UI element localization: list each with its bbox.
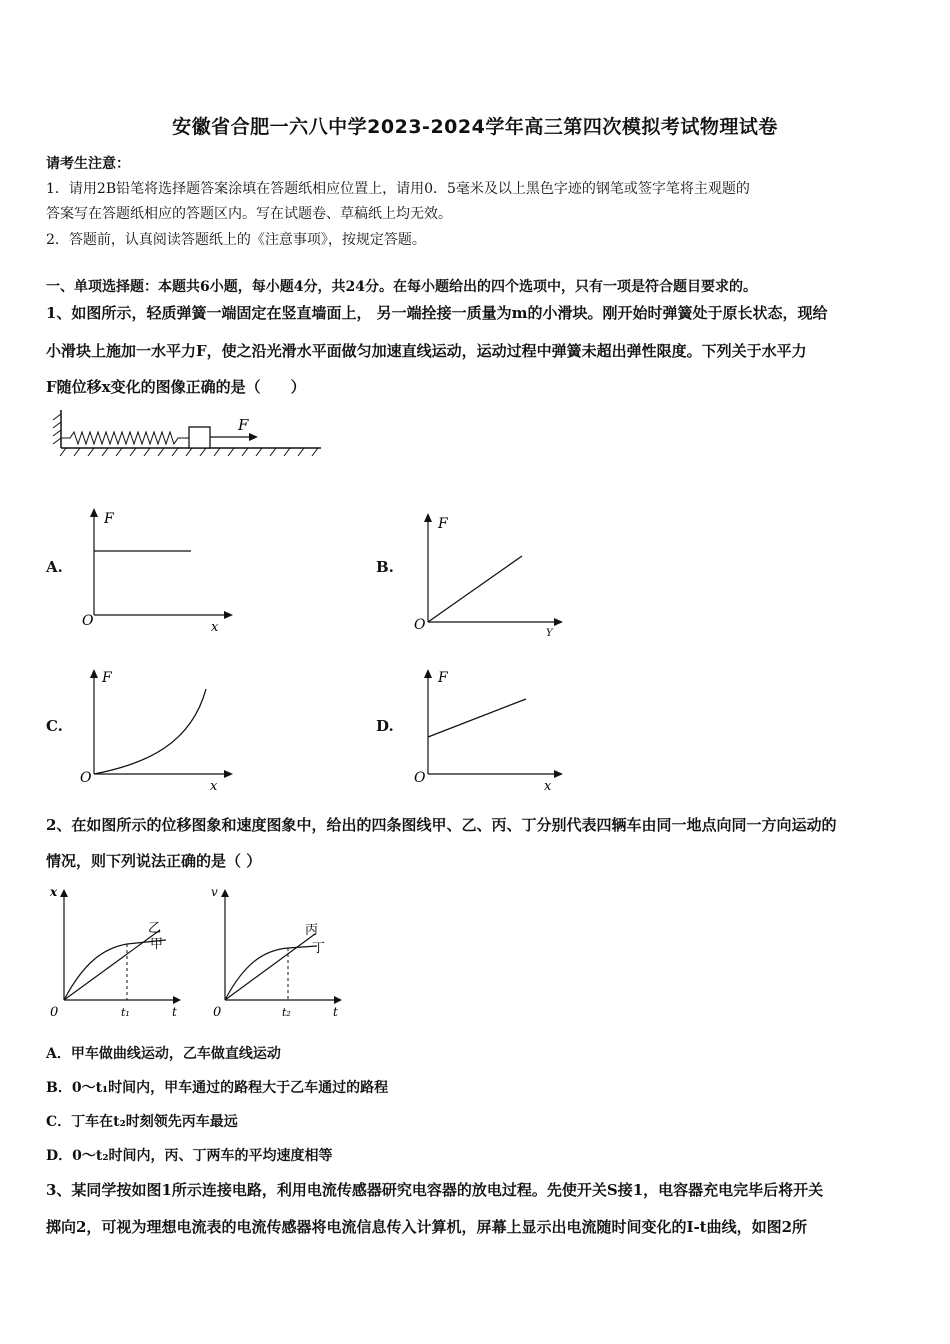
question-text: F随位移x变化的图像正确的是（ ） (46, 378, 306, 396)
svg-text:x: x (50, 885, 58, 899)
spring (61, 432, 189, 444)
notice-line: 答案写在答题纸相应的答题区内。写在试题卷、草稿纸上均无效。 (46, 206, 452, 222)
svg-text:乙: 乙 (148, 921, 162, 936)
svg-text:Y: Y (546, 628, 553, 638)
question-text: 情况，则下列说法正确的是（ ） (46, 852, 262, 870)
svg-text:甲: 甲 (150, 937, 164, 952)
displacement-graph (44, 882, 189, 1024)
svg-text:x: x (210, 779, 218, 794)
question-text: 掷向2，可视为理想电流表的电流传感器将电流信息传入计算机，屏幕上显示出电流随时间变化的I-t曲线，如图2所 (46, 1218, 808, 1236)
question-text: 3、某同学按如图1所示连接电路，利用电流传感器研究电容器的放电过程。先使开关S接1，电容器充电完毕后将开关 (46, 1181, 824, 1199)
spring-block-figure (46, 408, 336, 466)
svg-text:t₂: t₂ (282, 1006, 291, 1019)
svg-text:丙: 丙 (305, 923, 319, 938)
svg-text:F: F (104, 511, 114, 527)
block (189, 427, 210, 448)
option-label-c: C. (46, 717, 63, 735)
svg-text:F: F (438, 516, 448, 532)
svg-text:t: t (172, 1005, 177, 1019)
svg-text:x: x (544, 779, 552, 794)
option-label-a: A. (46, 558, 63, 576)
force-label: F (238, 416, 249, 434)
answer-option-b[interactable]: B．0～t₁时间内，甲车通过的路程大于乙车通过的路程 (46, 1080, 389, 1096)
svg-text:F: F (102, 670, 112, 686)
svg-text:x: x (211, 620, 219, 635)
svg-text:O: O (414, 617, 426, 633)
svg-text:v: v (211, 885, 218, 899)
graph-option-a (76, 505, 246, 635)
notice-line: 1．请用2B铅笔将选择题答案涂填在答题纸相应位置上，请用0．5毫米及以上黑色字迹的钢笔或签字笔将主观题的 (46, 181, 750, 197)
graph-option-b (410, 508, 580, 638)
option-label-d: D. (376, 717, 394, 735)
answer-option-a[interactable]: A．甲车做曲线运动，乙车做直线运动 (46, 1046, 281, 1062)
answer-option-c[interactable]: C．丁车在t₂时刻领先丙车最远 (46, 1114, 238, 1130)
option-label-b: B. (376, 558, 394, 576)
answer-option-d[interactable]: D．0～t₂时间内，丙、丁两车的平均速度相等 (46, 1148, 333, 1164)
notice-line: 2．答题前，认真阅读答题纸上的《注意事项》，按规定答题。 (46, 232, 426, 248)
page-title: 安徽省合肥一六八中学2023-2024学年高三第四次模拟考试物理试卷 (172, 116, 778, 138)
graph-option-d (410, 664, 580, 794)
svg-text:丁: 丁 (312, 941, 326, 956)
question-text: 小滑块上施加一水平力F，使之沿光滑水平面做匀加速直线运动，运动过程中弹簧未超出弹性限度。下列关于水平力 (46, 342, 807, 360)
svg-text:O: O (80, 770, 92, 786)
question-text: 2、在如图所示的位移图象和速度图象中，给出的四条图线甲、乙、丙、丁分别代表四辆车由同一地点向同一方向运动的 (46, 816, 837, 834)
svg-text:t₁: t₁ (121, 1006, 130, 1019)
section-heading: 一、单项选择题：本题共6小题，每小题4分，共24分。在每小题给出的四个选项中，只有一项是符合题目要求的。 (46, 279, 757, 295)
question-text: 1、如图所示，轻质弹簧一端固定在竖直墙面上， 另一端拴接一质量为m的小滑块。刚开始时弹簧处于原长状态，现给 (46, 304, 828, 322)
svg-text:F: F (438, 670, 448, 686)
svg-text:0: 0 (213, 1005, 222, 1020)
svg-text:O: O (414, 770, 426, 786)
svg-text:t: t (333, 1005, 338, 1019)
svg-text:0: 0 (50, 1005, 59, 1020)
svg-text:O: O (82, 613, 94, 629)
graph-option-c (76, 664, 246, 794)
notice-heading: 请考生注意： (46, 156, 130, 172)
velocity-graph (205, 882, 350, 1024)
